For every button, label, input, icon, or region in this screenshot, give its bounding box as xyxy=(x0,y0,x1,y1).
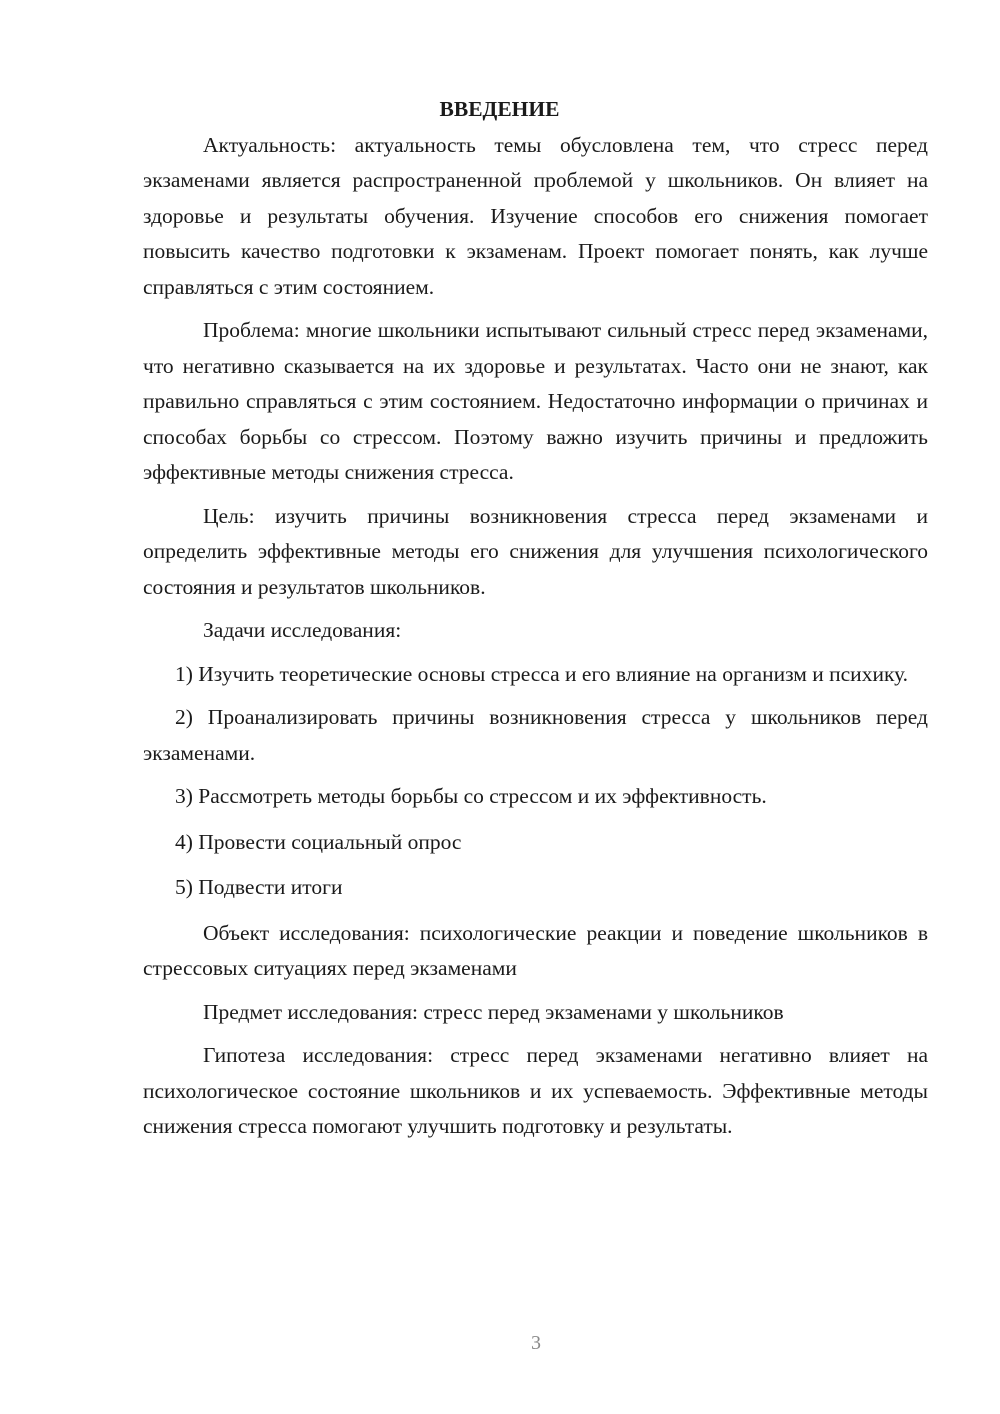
paragraph-relevance: Актуальность: актуальность темы обусловлена тем, что стресс перед экзаменами является распространенной проблемой у школьников. Он влияет на здоровье и результаты обучения. Изучение способов его снижения помогает повысить качество подготовки к экзаменам. Проект помогает понять, как лучше справляться с этим состоянием. xyxy=(143,132,928,299)
page-number: 3 xyxy=(531,1332,541,1354)
list-item: 3) Рассмотреть методы борьбы со стрессом и их эффективность. xyxy=(175,784,767,808)
document-page xyxy=(143,92,928,1145)
paragraph-hypothesis: Гипотеза исследования: стресс перед экзаменами негативно влияет на психологическое состояние школьников и их успеваемость. Эффективные методы снижения стресса помогают улучшить подготовку и результаты. xyxy=(143,1043,928,1138)
paragraph-object: Объект исследования: психологические реакции и поведение школьников в стрессовых ситуациях перед экзаменами xyxy=(143,920,928,980)
list-item: 1) Изучить теоретические основы стресса и его влияние на организм и психику. xyxy=(175,661,909,686)
paragraph-subject: Предмет исследования: стресс перед экзаменами у школьников xyxy=(203,999,784,1024)
list-item: 4) Провести социальный опрос xyxy=(175,829,462,854)
paragraph-problem: Проблема: многие школьники испытывают сильный стресс перед экзаменами, что негативно сказывается на их здоровье и результатах. Часто они не знают, как правильно справляться с этим состоянием. Недостаточно информации о причинах и способах борьбы со стрессом. Поэтому важно изучить причины и предложить эффективные методы снижения стресса. xyxy=(143,318,928,484)
section-title: ВВЕДЕНИЕ xyxy=(439,97,560,121)
tasks-heading: Задачи исследования: xyxy=(203,618,402,642)
paragraph-goal: Цель: изучить причины возникновения стресса перед экзаменами и определить эффективные методы его снижения для улучшения психологического состояния и результатов школьников. xyxy=(143,503,928,599)
list-item: 2) Проанализировать причины возникновения стресса у школьников перед экзаменами. xyxy=(143,705,928,765)
tasks-list xyxy=(143,657,928,906)
list-item: 5) Подвести итоги xyxy=(175,875,343,899)
